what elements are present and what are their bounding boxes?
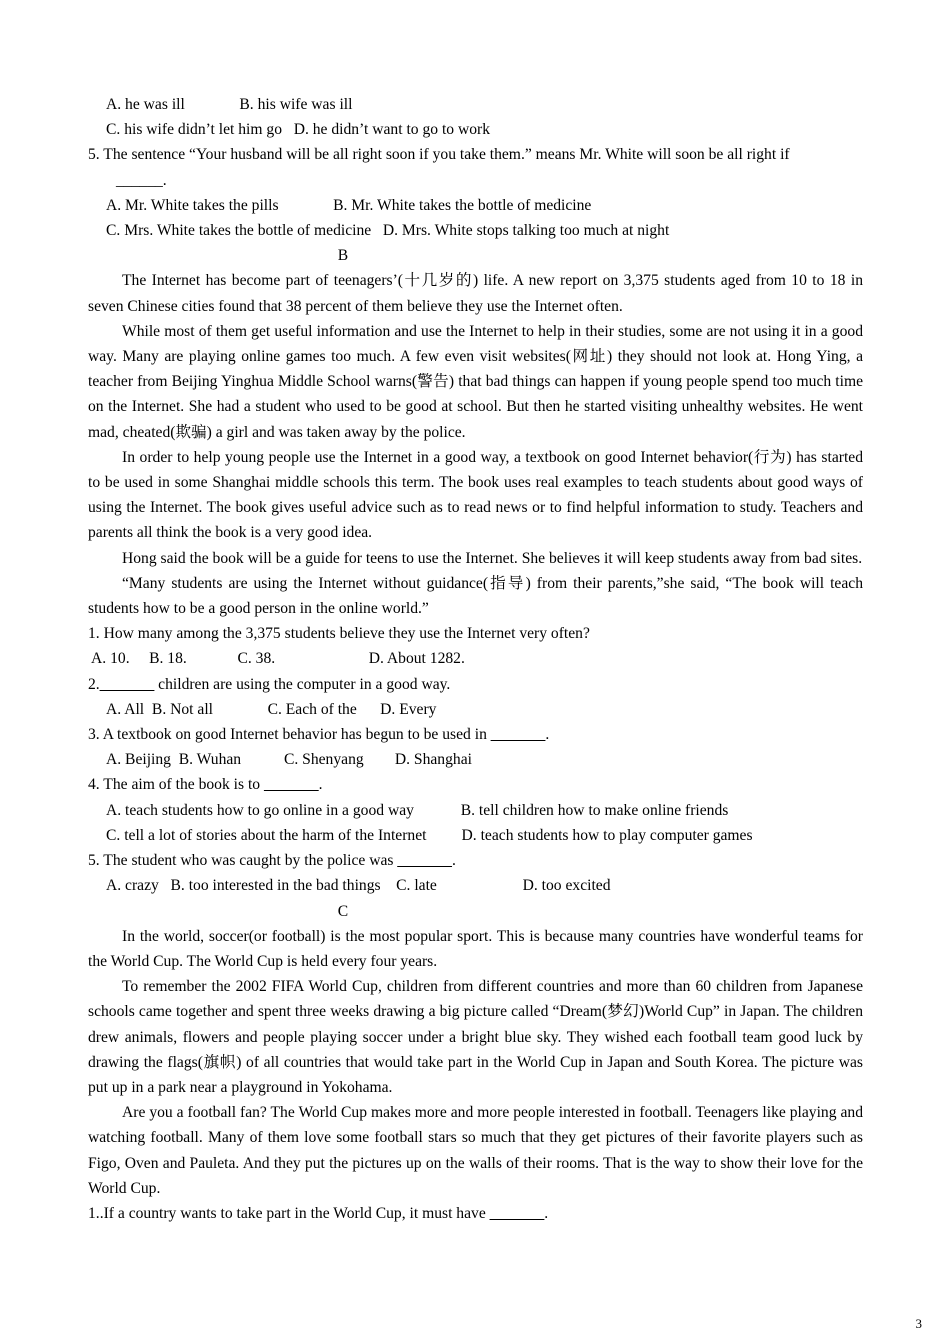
q3-suffix: . (545, 726, 550, 744)
q2-suffix: children are using the computer in a good way. (154, 675, 451, 693)
passage-b-question-1-stem: 1. How many among the 3,375 students believe they use the Internet very often? (88, 625, 590, 643)
passage-b-question-5-stem (88, 848, 863, 873)
passage-b-heading: B (337, 247, 349, 265)
passage-b-paragraph-5: “Many students are using the Internet without guidance(指导) from their parents,”she said, “The book will teach students how to be a good person in the online world.” (88, 574, 863, 618)
q5-prefix: 5. The student who was caught by the police was (88, 852, 398, 870)
passage-b-paragraph-4: Hong said the book will be a guide for teens to use the Internet. She believes it will keep students away from bad sites. (122, 549, 863, 567)
passage-c-question-1-stem (88, 1201, 863, 1226)
passage-b-question-4-options-row2: C. tell a lot of stories about the harm of the Internet D. teach students how to play computer games (106, 826, 753, 844)
c-q1-suffix: . (544, 1204, 549, 1222)
page-number: 3 (915, 1316, 922, 1331)
q5-blank: _______ (397, 852, 452, 870)
page-content (88, 92, 863, 1226)
q4-suffix: . (318, 776, 323, 794)
passage-b-question-3-stem (88, 722, 863, 747)
passage-b-question-4-options-row1: A. teach students how to go online in a good way B. tell children how to make online friends (106, 801, 729, 819)
passage-c-paragraph-3: Are you a football fan? The World Cup makes more and more people interested in football. Teenagers like playing and watching football. Many of them love some football stars so much that they get pictures of their favorite players such as Figo, Oven and Pauleta. And they put the pictures up on the walls of their rooms. That is the way to show their love for the World Cup. (88, 1104, 863, 1197)
passage-c-paragraph-1: In the world, soccer(or football) is the most popular sport. This is because many countries have wonderful teams for the World Cup. The World Cup is held every four years. (88, 927, 863, 970)
question-5-passage-a-stem: 5. The sentence “Your husband will be all right soon if you take them.” means Mr. White will soon be all right if (88, 146, 790, 164)
passage-b-question-1-options: A. 10. B. 18. C. 38. D. About 1282. (88, 650, 465, 668)
q5-suffix: . (451, 852, 456, 870)
q4-prefix: 4. The aim of the book is to (88, 776, 264, 794)
passage-b-paragraph-1: The Internet has become part of teenagers’(十几岁的) life. A new report on 3,375 students aged from 10 to 18 in seven Chinese cities found that 38 percent of them believe they use the Internet often. (88, 272, 863, 315)
passage-b-question-4-stem (88, 772, 863, 797)
passage-b-question-5-options: A. crazy B. too interested in the bad things C. late D. too excited (106, 877, 611, 895)
q4-blank: _______ (264, 776, 319, 794)
question-5-passage-a-options-row2: C. Mrs. White takes the bottle of medicine D. Mrs. White stops talking too much at night (106, 222, 670, 240)
c-q1-blank: _______ (489, 1204, 545, 1222)
passage-b-paragraph-2: While most of them get useful information and use the Internet to help in their studies, some are not using it in a good way. Many are playing online games too much. A few even visit websites(网址) they should not look at. Hong Ying, a teacher from Beijing Yinghua Middle School warns(警告) that bad things can happen if young people spend too much time on the Internet. She had a student who used to be good at school. But then he started visiting unhealthy websites. He went mad, cheated(欺骗) a girl and was taken away by the police. (88, 322, 863, 441)
passage-c-paragraph-2: To remember the 2002 FIFA World Cup, children from different countries and more than 60 children from Japanese schools came together and spent three weeks drawing a big picture called “Dream(梦幻)World Cup” in Japan. The children drew animals, flowers and people playing soccer under a bright blue sky. They wished each football team good luck by drawing the flags(旗帜) of all countries that would take part in the World Cup in Japan and South Korea. The picture was put up in a park near a playground in Yokohama. (88, 978, 863, 1096)
q2-prefix: 2. (88, 675, 100, 693)
question-5-passage-a-blank: ______. (116, 171, 167, 189)
question-5-passage-a-options-row1: A. Mr. White takes the pills B. Mr. White takes the bottle of medicine (106, 196, 592, 214)
c-q1-prefix: 1..If a country wants to take part in the World Cup, it must have (88, 1204, 490, 1222)
q3-prefix: 3. A textbook on good Internet behavior has begun to be used in (88, 726, 491, 744)
passage-b-question-2-stem (88, 672, 863, 697)
passage-b-question-3-options: A. Beijing B. Wuhan C. Shenyang D. Shanghai (106, 751, 472, 769)
q3-blank: _______ (490, 726, 546, 744)
option-row-a-b-top: A. he was ill B. his wife was ill (106, 96, 353, 113)
passage-b-paragraph-3: In order to help young people use the Internet in a good way, a textbook on good Internet behavior(行为) has started to be used in some Shanghai middle schools this term. The book uses real examples to teach students about good ways of using the Internet. The book gives useful advice such as to read news or to find helpful information to study. Teachers and parents all think the book is a very good idea. (88, 448, 863, 542)
option-row-c-d-top: C. his wife didn’t let him go D. he didn’t want to go to work (106, 121, 491, 139)
passage-b-question-2-options: A. All B. Not all C. Each of the D. Every (106, 700, 437, 718)
q2-blank: _______ (99, 675, 155, 693)
passage-c-heading: C (337, 902, 349, 920)
